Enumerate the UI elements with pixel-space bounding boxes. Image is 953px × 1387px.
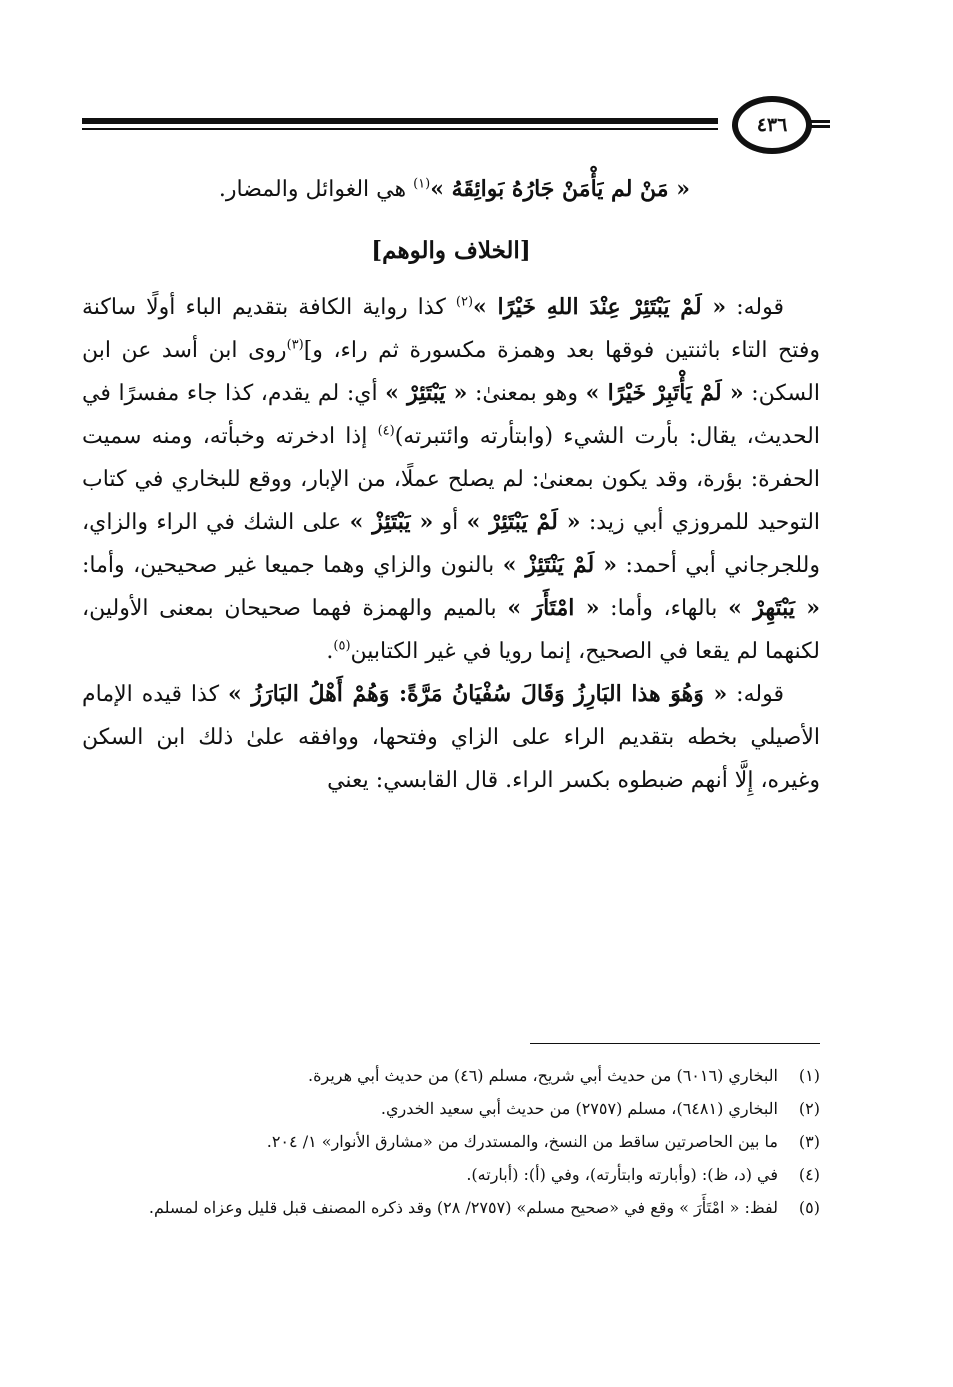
quote: « لَمْ يَأْتَبِرْ خَيْرًا »: [585, 380, 744, 406]
quote: « يَبْتَئِرْ »: [385, 380, 468, 406]
footnote-4: [88, 1158, 820, 1191]
page-number-badge: [732, 96, 812, 154]
text-run: قوله:: [726, 295, 784, 320]
quote: « لَمْ يَبْتَئِرْ »: [466, 509, 581, 535]
quote: « لَمْ يَبْتَئِرْ عِنْدَ اللهِ خَيْرًا »: [473, 294, 727, 320]
text-run: .: [326, 639, 334, 664]
quote: « يَبْتَئِزْ »: [349, 509, 434, 535]
quote: « يَبْتَهِرْ »: [728, 595, 821, 621]
text-run: قوله:: [727, 682, 784, 707]
text-run: إذا ادخرته وخبأته، ومنه سميت الحفرة: بؤرة، وقد يكون بمعنىٰ: لم يصلح عملًا، من الإبار، ووقع للبخاري في كتاب التوحيد للمروزي أبي زيد:: [82, 424, 821, 535]
paragraph-2: [82, 673, 820, 802]
text-run: على الشك في الراء والزاي، وللجرجاني أبي أحمد:: [82, 510, 820, 578]
text-run: بالهاء، وأما:: [599, 596, 729, 621]
footnote-2: [88, 1092, 820, 1125]
footnote-text: في (د، ظ): (وأبارته وابتأرته)، وفي (أ): (أبارته).: [466, 1165, 778, 1184]
section-heading: [الخلاف والوهم]: [371, 237, 531, 264]
header-rule-thin: [82, 128, 718, 130]
text-run: بالنون والزاي وهما جميعا غير صحيحين، وأما:: [82, 553, 503, 578]
footnote-number: (١): [798, 1066, 820, 1085]
footnote-ref: (٤): [377, 423, 395, 439]
footnote-number: (٤): [798, 1165, 820, 1184]
paragraph-intro: [82, 168, 820, 211]
main-text: [82, 168, 820, 802]
footnote-text: البخاري (٦٠١٦) من حديث أبي شريح، مسلم (٤٦) من حديث أبي هريرة.: [308, 1066, 778, 1085]
footnote-ref: (٢): [455, 294, 474, 310]
page-header: [82, 96, 830, 156]
footnote-text: البخاري (٦٤٨١)، مسلم (٢٧٥٧) من حديث أبي سعيد الخدري.: [380, 1099, 778, 1118]
footnote-number: (٥): [798, 1198, 820, 1217]
footnote-ref: (١): [413, 176, 431, 192]
text-run: بالميم والهمزة فهما صحيحان بمعنى الأولين، لكنهما لم يقعا في الصحيح، إنما رويا في غير الكتابين: [82, 596, 820, 664]
footnotes: [88, 1059, 820, 1224]
footnote-ref: (٣): [286, 337, 304, 353]
text-run: كذا قيده الإمام الأصيلي بخطه بتقديم الراء على الزاي وفتحها، ووافقه علىٰ ذلك ابن السكن وغيره، إِلَّا أنهم ضبطوه بكسر الراء. قال القابسي: يعني: [82, 682, 820, 793]
text-run: كذا رواية الكافة بتقديم الباء أولًا ساكنة وفتح التاء باثنتين فوقها بعد وهمزة مكسورة ثم راء، و]: [82, 295, 821, 363]
text-run: أو: [433, 510, 467, 535]
footnote-number: (٢): [798, 1099, 820, 1118]
text-run: روى ابن أسد عن ابن السكن:: [82, 338, 820, 406]
text-run: أي: لم يقدم، كذا جاء مفسرًا في الحديث، يقال: بأرت الشيء (وابتأرته وائتبرته): [82, 381, 820, 449]
footnote-1: [88, 1059, 820, 1092]
quote: « امْتَأَرَ »: [507, 595, 600, 621]
page-number: ٤٣٦: [756, 114, 788, 136]
footnote-5: [88, 1191, 820, 1224]
quote: « وَهُوَ هذا البَارِزُ وَقَالَ سُفْيَانُ مَرَّةً: وَهُمْ أَهْلُ البَارَزُ »: [228, 681, 728, 707]
footnote-text: لفظ: « امْتَأَرَ » وقع في «صحيح مسلم» (٢٧٥٧/ ٢٨) وقد ذكره المصنف قبل قليل وعزاه لمسلم.: [148, 1198, 778, 1217]
footnote-3: [88, 1125, 820, 1158]
footnote-separator: [530, 1043, 820, 1044]
footnote-ref: (٥): [333, 638, 351, 654]
paragraph-1: [82, 286, 820, 673]
text-run: هي الغوائل والمضار.: [218, 177, 414, 202]
quote: « لَمْ يَنْتَئِزْ »: [502, 552, 618, 578]
footnote-number: (٣): [798, 1132, 820, 1151]
footnote-text: ما بين الحاصرتين ساقط من النسخ، والمستدرك من «مشارق الأنوار» ١/ ٢٠٤.: [266, 1132, 778, 1151]
text-run: وهو بمعنىٰ:: [467, 381, 586, 406]
quote: « مَنْ لم يَأْمَنْ جَارُهُ بَوائِقَهُ »: [430, 176, 690, 202]
header-rule-thick: [82, 118, 718, 124]
